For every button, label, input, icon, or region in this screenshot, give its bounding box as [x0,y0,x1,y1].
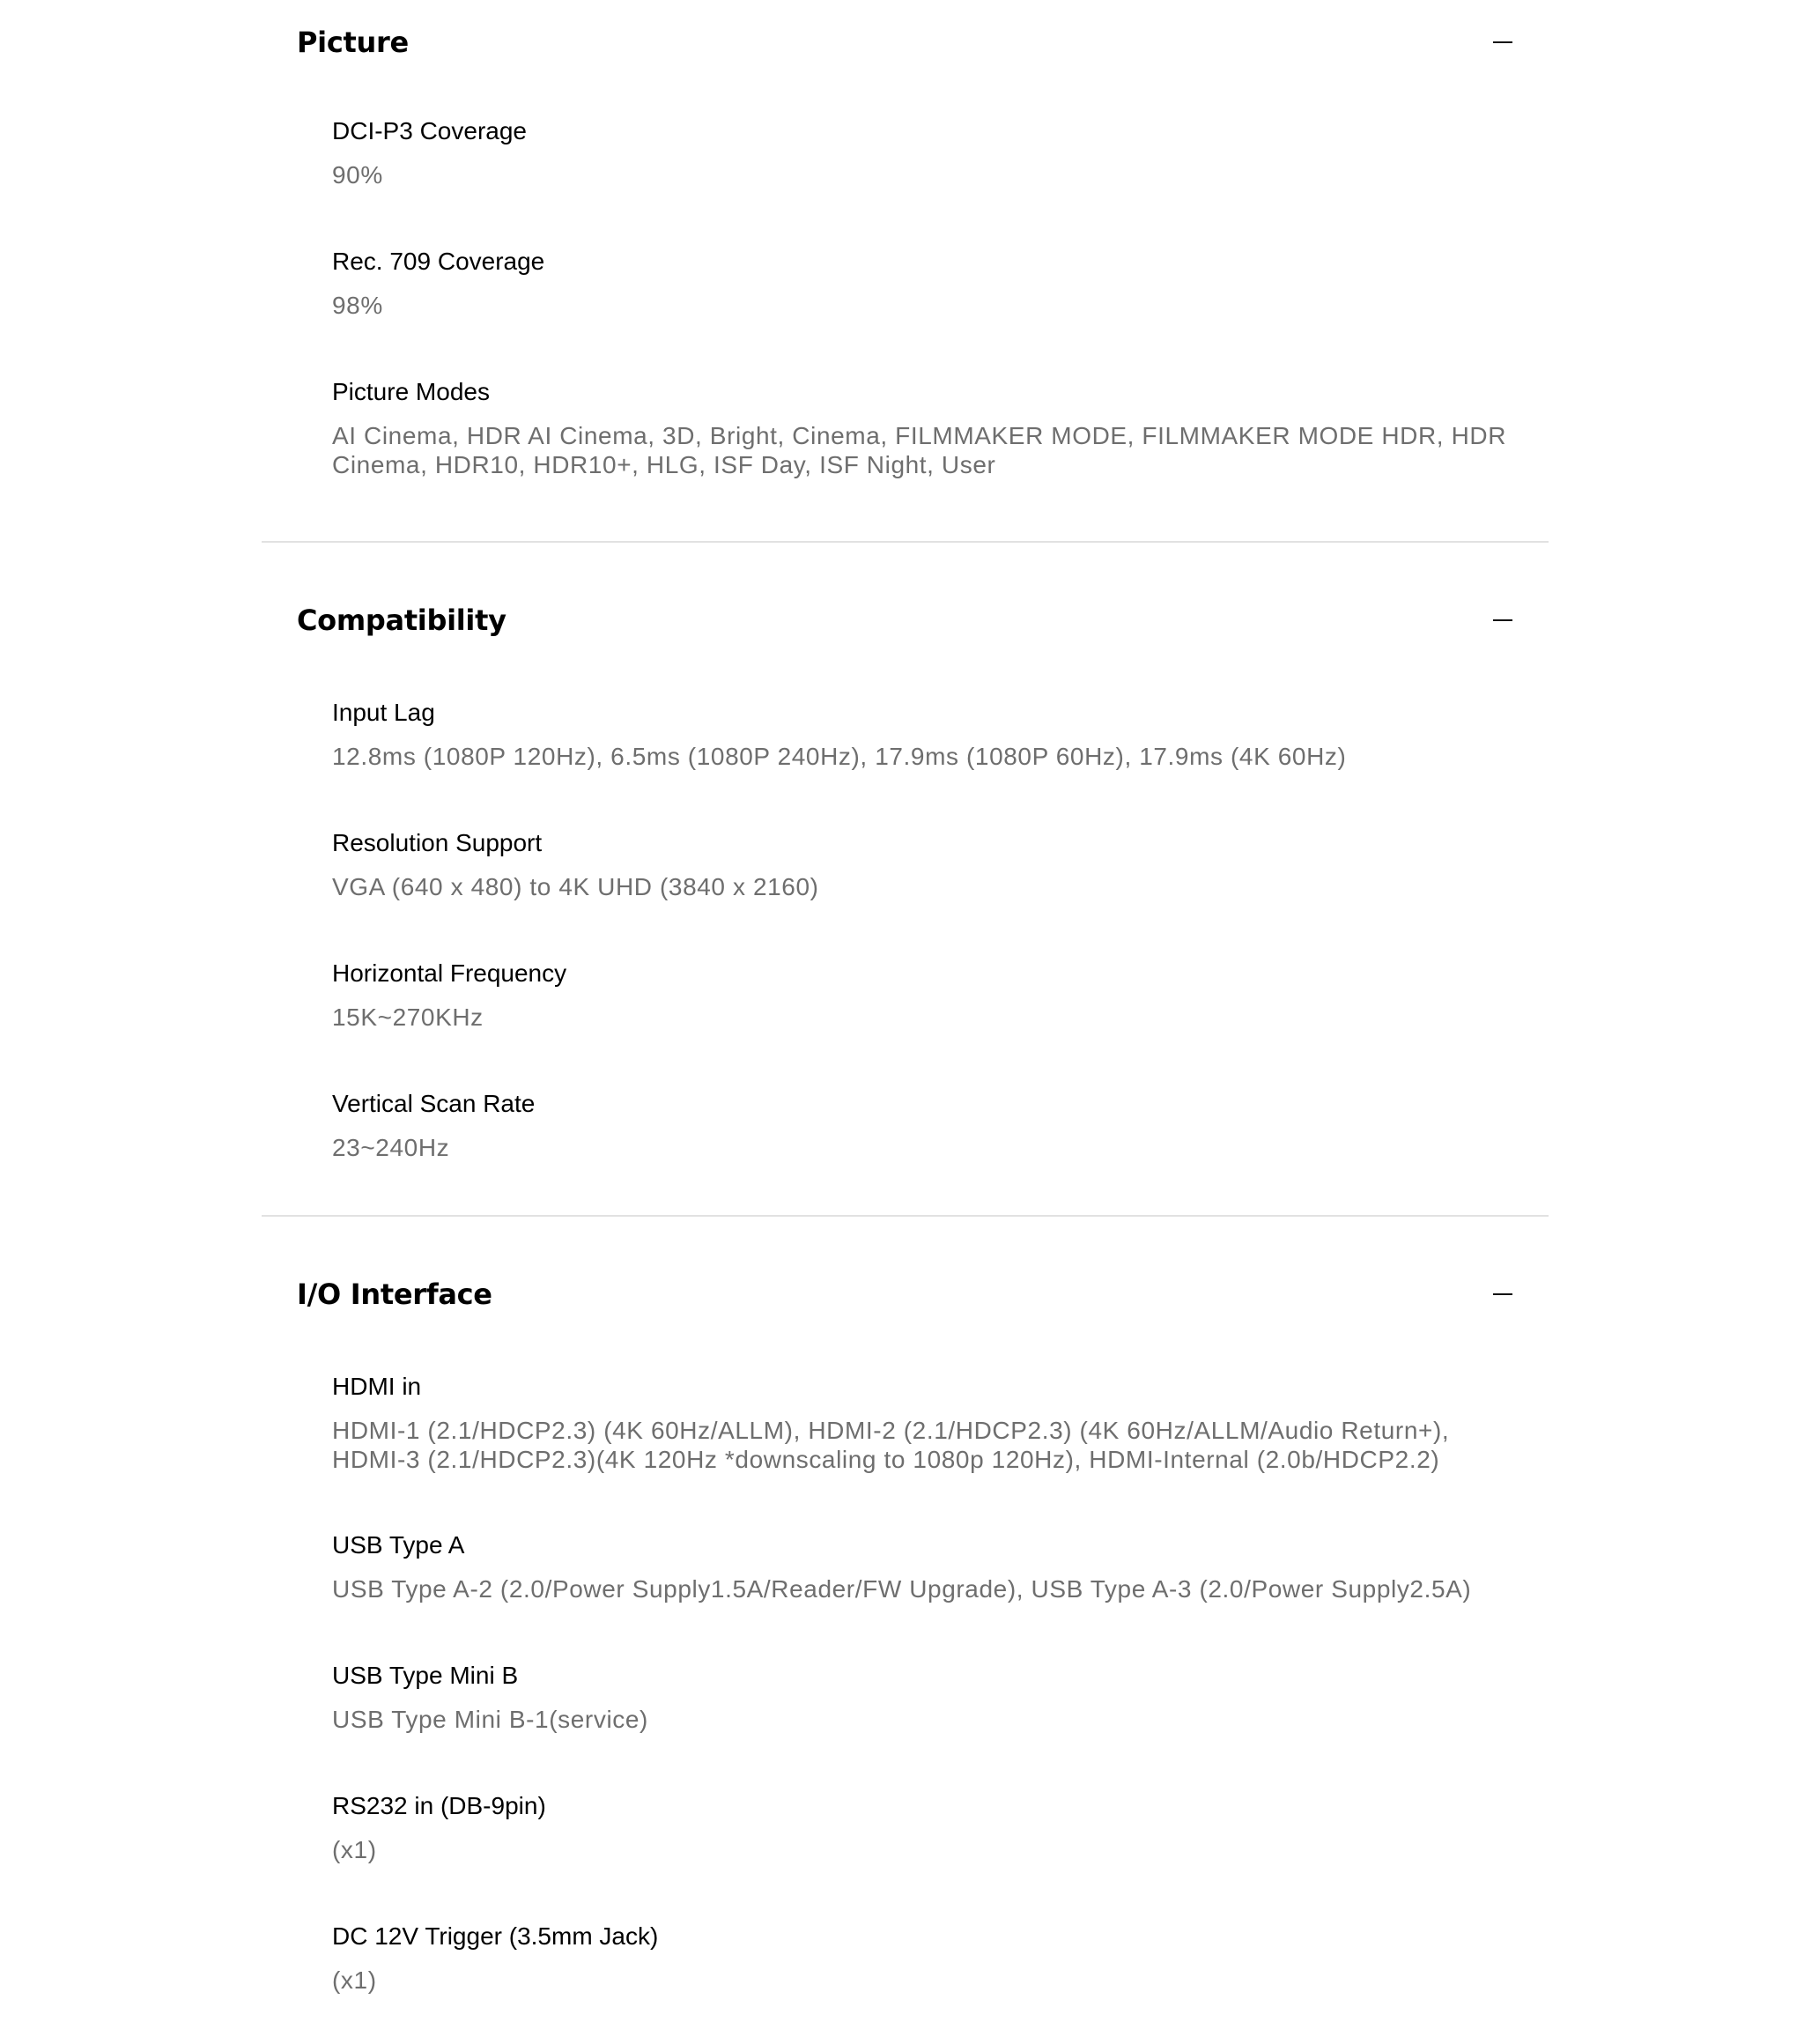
section-title: Picture [297,26,409,59]
spec-label: Rec. 709 Coverage [332,248,545,275]
minus-icon[interactable] [1492,610,1513,631]
section-title: I/O Interface [297,1278,492,1311]
spec-value: 15K~270KHz [332,1003,484,1031]
spec-value: 98% [332,292,383,319]
spec-item [332,1791,1513,1922]
spec-value: (x1) [332,1966,377,1994]
spec-label: DCI-P3 Coverage [332,117,527,144]
spec-value: VGA (640 x 480) to 4K UHD (3840 x 2160) [332,873,819,900]
section-header-io-interface[interactable] [262,1217,1549,1372]
spec-label: Resolution Support [332,829,543,856]
spec-item [332,247,1513,377]
spec-value: 90% [332,161,383,189]
spec-item [332,1530,1513,1661]
section-io-interface [262,1217,1549,2010]
spec-label: Picture Modes [332,378,490,405]
spec-value: AI Cinema, HDR AI Cinema, 3D, Bright, Cinema, FILMMAKER MODE, FILMMAKER MODE HDR, HDR Cinema, HDR10, HDR10+, HLG, ISF Day, ISF Night, User [332,422,1507,478]
spec-list [262,85,1549,541]
section-title: Compatibility [297,604,506,637]
spec-label: USB Type Mini B [332,1662,519,1689]
spec-item [332,698,1513,828]
spec-item [332,1372,1513,1530]
spec-value: USB Type Mini B-1(service) [332,1706,648,1733]
section-compatibility [262,543,1549,1217]
spec-item [332,959,1513,1089]
spec-accordion [262,0,1549,2010]
spec-value: 23~240Hz [332,1134,450,1161]
spec-label: USB Type A [332,1531,465,1559]
spec-value: (x1) [332,1836,377,1863]
section-header-picture[interactable] [262,0,1549,85]
section-picture [262,0,1549,543]
spec-list [262,698,1549,1215]
spec-item [332,116,1513,247]
spec-item [332,828,1513,959]
spec-label: Horizontal Frequency [332,959,567,987]
spec-label: Vertical Scan Rate [332,1090,536,1117]
spec-item [332,1089,1513,1215]
minus-icon[interactable] [1492,32,1513,53]
spec-item [332,1661,1513,1791]
minus-icon[interactable] [1492,1284,1513,1305]
spec-item [332,377,1513,541]
spec-label: HDMI in [332,1373,422,1400]
spec-label: RS232 in (DB-9pin) [332,1792,546,1819]
spec-value: 12.8ms (1080P 120Hz), 6.5ms (1080P 240Hz), 17.9ms (1080P 60Hz), 17.9ms (4K 60Hz) [332,743,1347,770]
spec-label: DC 12V Trigger (3.5mm Jack) [332,1922,659,1950]
spec-label: Input Lag [332,699,435,726]
spec-value: USB Type A-2 (2.0/Power Supply1.5A/Reader/FW Upgrade), USB Type A-3 (2.0/Power Supply2.5A) [332,1575,1472,1603]
spec-list [262,1372,1549,2010]
section-header-compatibility[interactable] [262,543,1549,698]
spec-value: HDMI-1 (2.1/HDCP2.3) (4K 60Hz/ALLM), HDMI-2 (2.1/HDCP2.3) (4K 60Hz/ALLM/Audio Return+), HDMI-3 (2.1/HDCP2.3)(4K 120Hz *downscaling to 1080p 120Hz), HDMI-Internal (2.0b/HDCP2.2) [332,1417,1450,1473]
spec-item [332,1922,1513,2010]
